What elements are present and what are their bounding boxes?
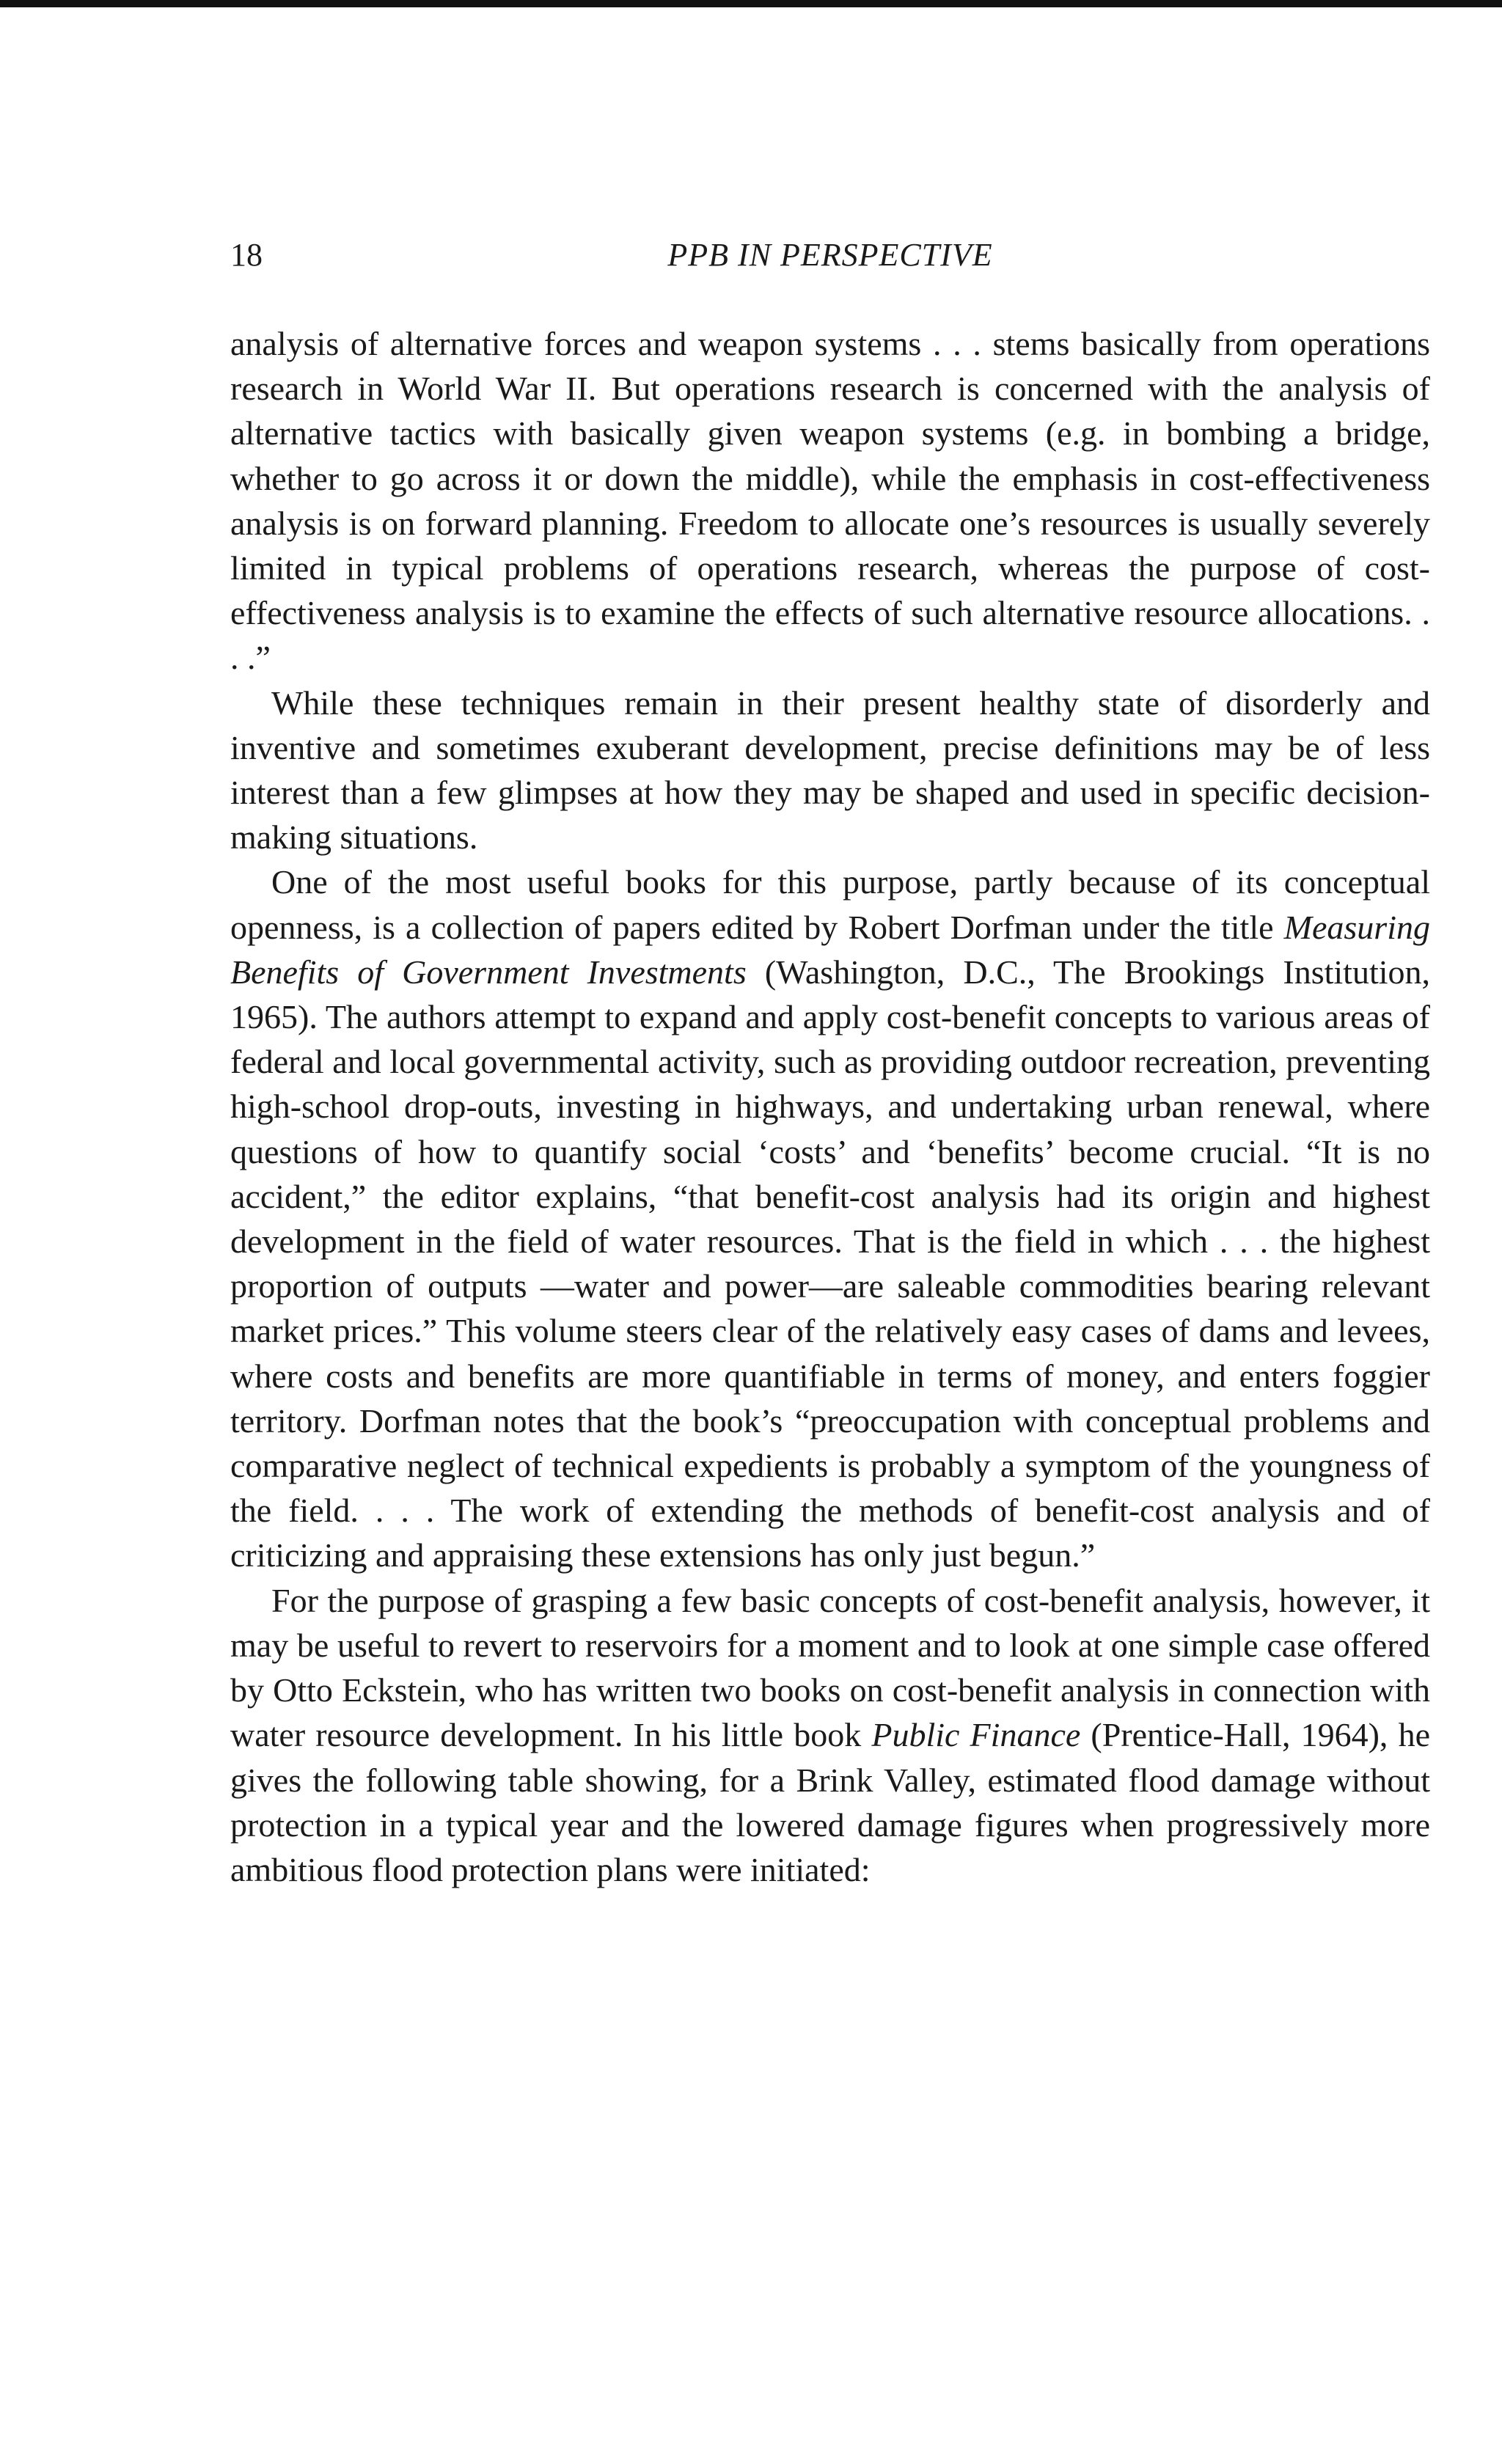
running-head bbox=[230, 233, 1430, 277]
text-segment: While these techniques remain in their present healthy state of disorderly and inventive and sometimes exuberant development, precise definitions may be of less interest than a few glimpses at how they may be shaped and used in specific decision-making situations. bbox=[230, 683, 1430, 857]
paragraph bbox=[230, 1578, 1430, 1892]
text-segment: (Prentice-Hall, 1964), he gives the following table showing, for a Brink Valley, estimated flood damage without protection in a typical year and the lowered damage figures when progressively more ambitious flood protection plans were initiated: bbox=[230, 1716, 1430, 1888]
body-text bbox=[230, 321, 1430, 1892]
top-edge-rule bbox=[0, 0, 1502, 7]
book-page bbox=[230, 233, 1430, 1892]
text-segment: For the purpose of grasping a few basic concepts of cost-benefit analysis, however, it may be useful to revert to reservoirs for a moment and to look at one simple case offered by Otto Eckstein, who has written two books on cost-benefit analysis in connection with water resource development. In his little book bbox=[230, 1581, 1430, 1754]
text-segment: analysis of alternative forces and weapon systems . . . stems basically from operations research in World War II. But operations research is concerned with the analysis of alternative tactics with basically given weapon systems (e.g. in bombing a bridge, whether to go across it or down the middle), while the emphasis in cost-effectiveness analysis is on forward planning. Freedom to allocate one’s resources is usually severely limited in typical problems of operations research, whereas the purpose of cost-effectiveness analysis is to examine the effects of such alternative resource allocations. . . .” bbox=[230, 325, 1430, 677]
book-title-italic: Measuring Benefits of Government Investments bbox=[230, 908, 1430, 991]
text-segment: One of the most useful books for this purpose, partly because of its conceptual openness, is a collection of papers edited by Robert Dorfman under the title bbox=[230, 863, 1430, 946]
paragraph bbox=[230, 681, 1430, 860]
book-title-italic: Public Finance bbox=[871, 1716, 1081, 1754]
running-title: PPB IN PERSPECTIVE bbox=[667, 237, 993, 273]
text-segment: (Washington, D.C., The Brookings Institution, 1965). The authors attempt to expand and apply cost-benefit concepts to various areas of federal and local governmental activity, such as providing outdoor recreation, preventing high-school drop-outs, investing in highways, and undertaking urban renewal, where questions of how to quantify social ‘costs’ and ‘benefits’ become crucial. “It is no accident,” the editor explains, “that benefit-cost analysis had its origin and highest development in the field of water resources. That is the field in which . . . the highest proportion of outputs —water and power—are saleable commodities bearing relevant market prices.” This volume steers clear of the relatively easy cases of dams and levees, where costs and benefits are more quantifiable in terms of money, and enters foggier territory. Dorfman notes that the book’s “preoccupation with conceptual problems and comparative neglect of technical expedients is probably a symptom of the youngness of the field. . . . The work of extending the methods of benefit-cost analysis and of criticizing and appraising these extensions has only just begun.” bbox=[230, 953, 1430, 1574]
page-number: 18 bbox=[230, 237, 263, 273]
paragraph bbox=[230, 321, 1430, 681]
paragraph bbox=[230, 859, 1430, 1577]
